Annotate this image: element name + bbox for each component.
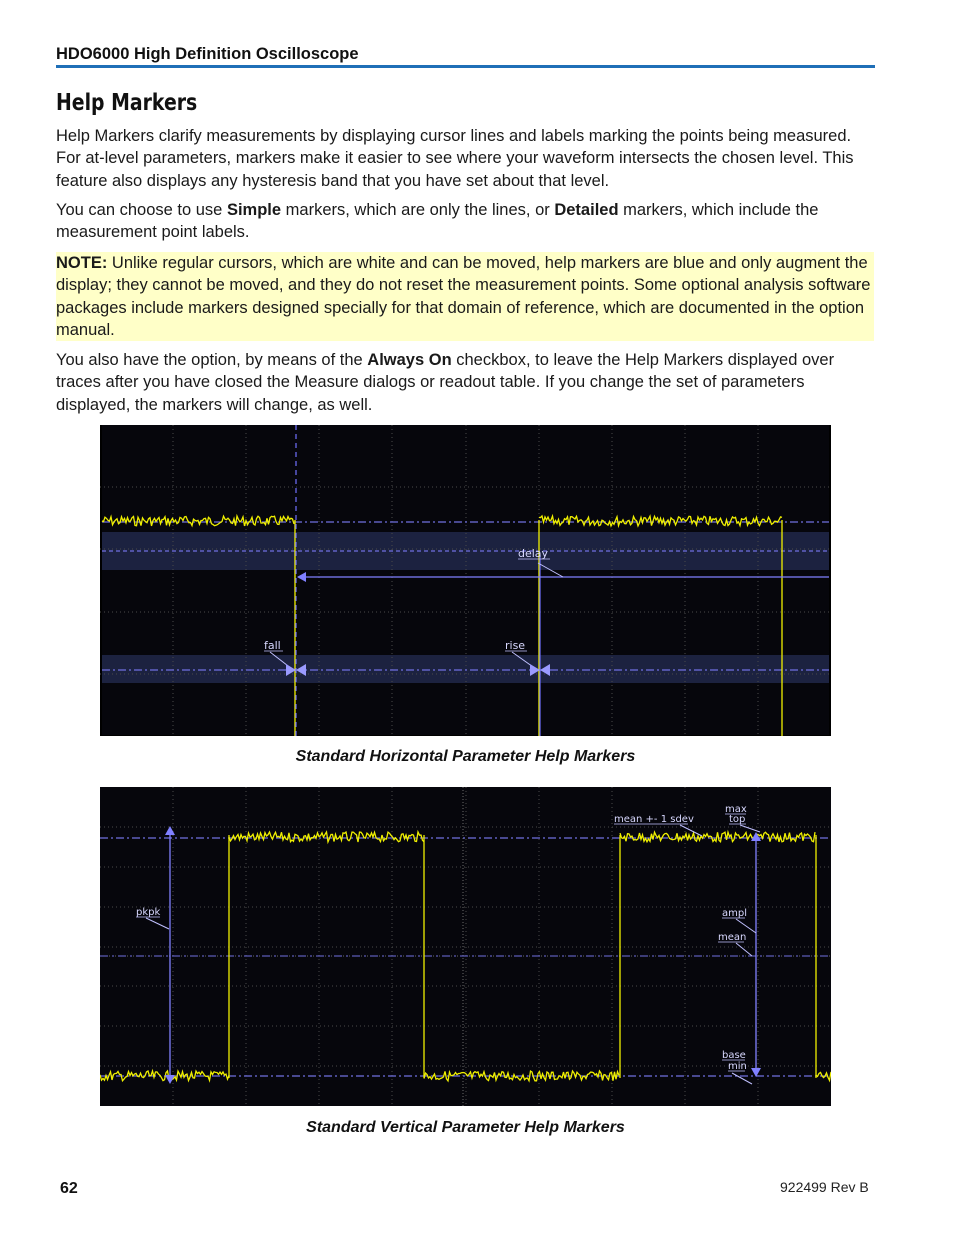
label-ampl: ampl bbox=[722, 908, 747, 919]
term-simple: Simple bbox=[226, 201, 282, 219]
label-rise: rise bbox=[505, 639, 526, 652]
label-min: min bbox=[728, 1061, 747, 1072]
label-base: base bbox=[722, 1050, 746, 1061]
caption-horizontal-markers: Standard Horizontal Parameter Help Markers bbox=[295, 748, 636, 765]
note-label: NOTE: bbox=[56, 254, 108, 272]
note-box bbox=[56, 252, 874, 341]
text-span: checkbox, to leave the Help Markers displayed over traces after you have closed the Measure dialogs or readout table. If you change the set of parameters displayed, the markers will change, as well. bbox=[56, 351, 835, 414]
label-top: top bbox=[729, 814, 746, 825]
text-span: markers, which are only the lines, or bbox=[281, 201, 555, 219]
paragraph-marker-types bbox=[56, 199, 876, 244]
term-detailed: Detailed bbox=[554, 201, 619, 219]
note-paragraph bbox=[56, 252, 874, 341]
page-number: 62 bbox=[60, 1180, 78, 1197]
text-span: You also have the option, by means of the bbox=[56, 351, 368, 369]
header-rule bbox=[56, 65, 875, 68]
label-mean: mean bbox=[718, 932, 747, 943]
caption-vertical-markers: Standard Vertical Parameter Help Markers bbox=[306, 1119, 625, 1136]
figure-vertical-markers bbox=[100, 787, 831, 1106]
label-pkpk: pkpk bbox=[136, 907, 161, 918]
label-delay: delay bbox=[518, 547, 549, 560]
vertical-markers-screenshot bbox=[100, 787, 831, 1106]
figure-horizontal-markers bbox=[100, 425, 831, 736]
document-id: 922499 Rev B bbox=[780, 1179, 869, 1195]
paragraph-intro: Help Markers clarify measurements by displaying cursor lines and labels marking the points being measured. For at-level parameters, markers make it easier to see where your waveform intersects the chosen level. This feature also displays any hysteresis band that you have set about that level. bbox=[56, 127, 854, 190]
label-fall: fall bbox=[264, 639, 281, 652]
note-text: Unlike regular cursors, which are white and can be moved, help markers are blue and only augment the display; they cannot be moved, and they do not reset the measurement points. Some optional analysis software packages include markers designed specially for that domain of reference, which are documented in the option manual. bbox=[56, 254, 871, 339]
text-span: You can choose to use bbox=[56, 201, 227, 219]
term-always-on: Always On bbox=[367, 351, 452, 369]
label-mean-sdev: mean +- 1 sdev bbox=[614, 814, 694, 825]
text-span: markers, which include the measurement point labels. bbox=[56, 201, 819, 242]
label-max: max bbox=[725, 804, 747, 815]
page-header-title: HDO6000 High Definition Oscilloscope bbox=[56, 45, 359, 63]
paragraph-always-on bbox=[56, 349, 876, 416]
section-title: Help Markers bbox=[56, 90, 198, 116]
horizontal-markers-screenshot bbox=[100, 425, 831, 736]
